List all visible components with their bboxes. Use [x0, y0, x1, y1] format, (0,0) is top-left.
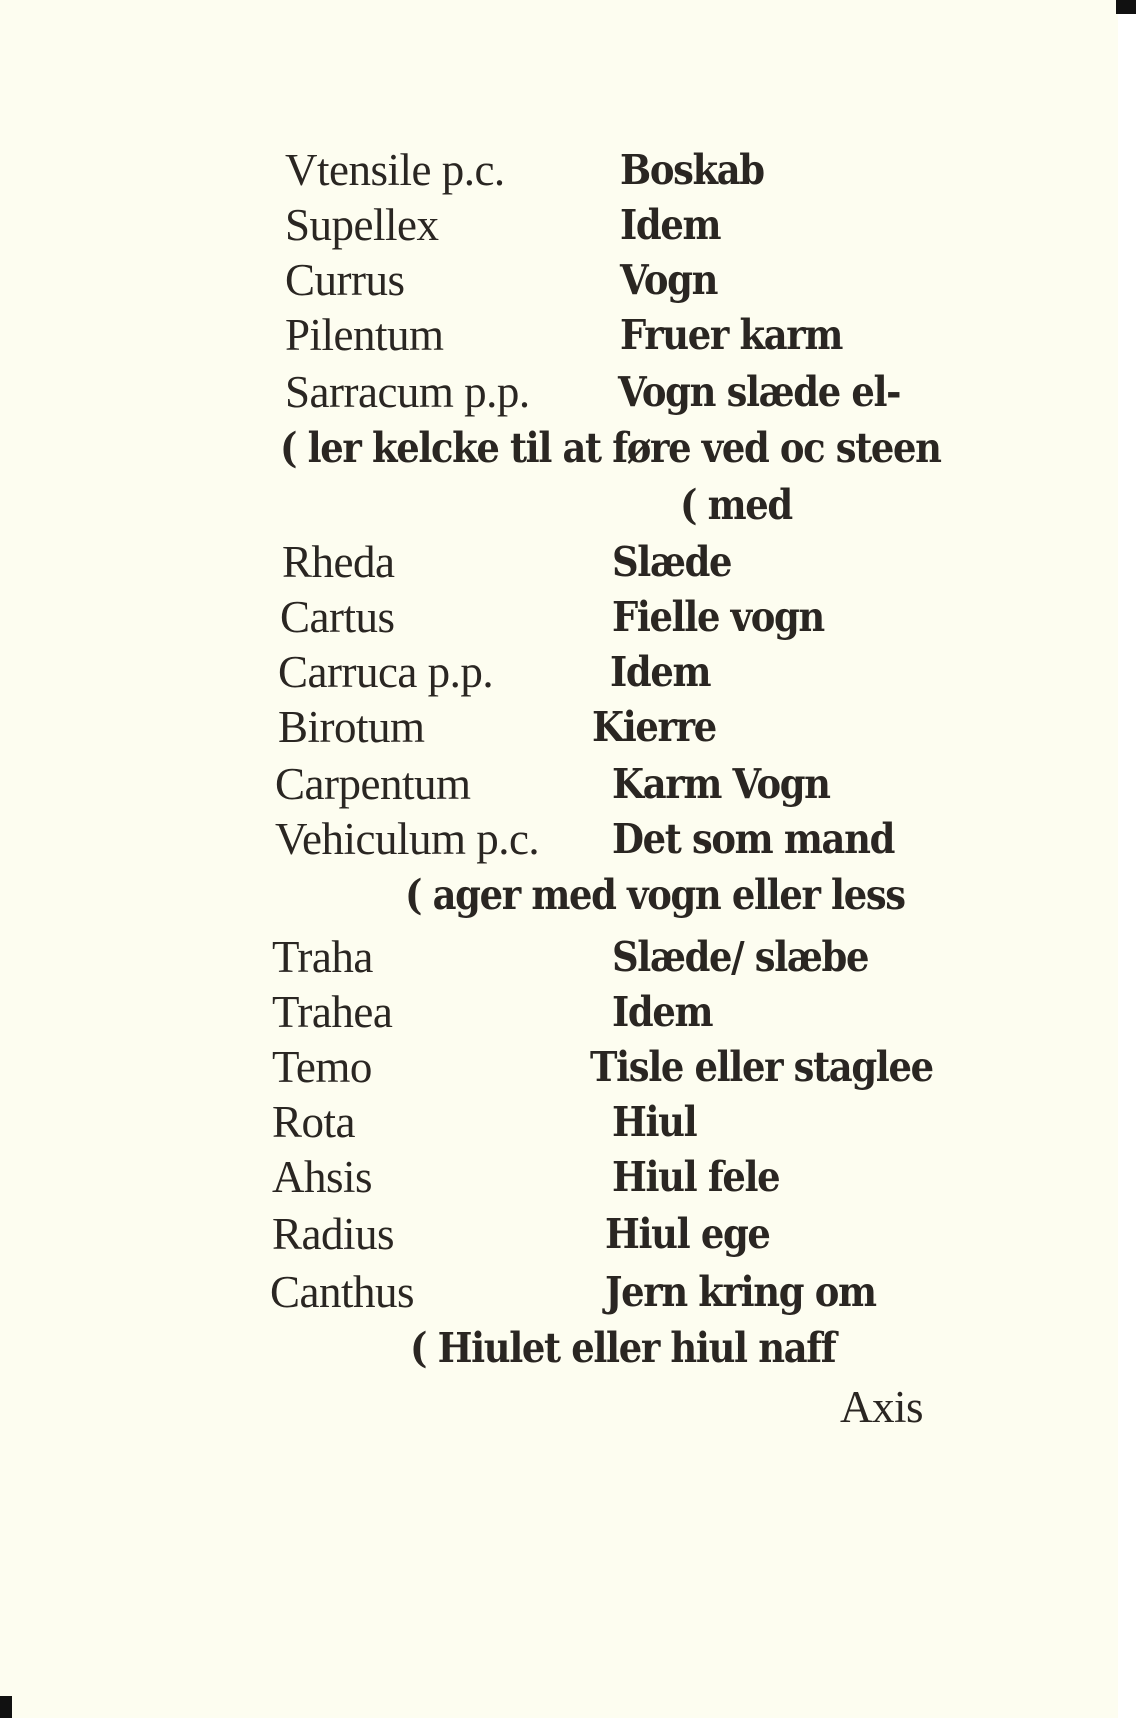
latin-term: Vehiculum p.c.: [275, 814, 540, 864]
danish-term: Tisle eller staglee: [590, 1043, 933, 1091]
latin-term: Carpentum: [275, 759, 471, 809]
latin-term: Sarracum p.p.: [285, 367, 530, 417]
danish-term: Jern kring om: [605, 1268, 876, 1316]
danish-term: Slæde/ slæbe: [612, 933, 869, 981]
danish-continuation: ( Hiulet eller hiul naff: [410, 1324, 836, 1372]
danish-term: Idem: [612, 988, 713, 1036]
danish-term: Slæde: [612, 538, 732, 586]
danish-term: Idem: [620, 201, 721, 249]
danish-term: Karm Vogn: [612, 760, 830, 808]
latin-term: Trahea: [272, 987, 393, 1037]
danish-term: Hiul: [612, 1098, 697, 1146]
danish-continuation: ( med: [680, 481, 792, 529]
latin-term: Vtensile p.c.: [285, 145, 505, 195]
latin-term: Rota: [272, 1097, 355, 1147]
latin-term: Carruca p.p.: [278, 647, 494, 697]
danish-term: Det som mand: [612, 815, 895, 863]
danish-term: Fielle vogn: [612, 593, 824, 641]
scan-mark: [0, 1696, 12, 1718]
danish-term: Fruer karm: [620, 311, 843, 359]
latin-term: Birotum: [278, 702, 425, 752]
latin-term: Ahsis: [272, 1152, 373, 1202]
danish-term: Hiul ege: [605, 1210, 770, 1258]
danish-term: Boskab: [620, 146, 764, 194]
latin-term: Temo: [272, 1042, 372, 1092]
latin-term: Rheda: [282, 537, 395, 587]
scan-mark: [1116, 0, 1136, 14]
latin-term: Canthus: [270, 1267, 415, 1317]
page-edge: [1118, 0, 1136, 1718]
catchword: Axis: [840, 1382, 924, 1432]
danish-term: Hiul fele: [612, 1153, 780, 1201]
latin-term: Cartus: [280, 592, 395, 642]
danish-term: Kierre: [592, 703, 716, 751]
danish-term: Idem: [610, 648, 711, 696]
latin-term: Supellex: [285, 200, 439, 250]
danish-continuation: ( ager med vogn eller less: [405, 871, 905, 919]
latin-term: Radius: [272, 1209, 395, 1259]
latin-term: Pilentum: [285, 310, 444, 360]
danish-term: Vogn: [620, 256, 718, 304]
latin-term: Traha: [272, 932, 373, 982]
danish-continuation: ( ler kelcke til at føre ved oc steen: [280, 424, 941, 472]
latin-term: Currus: [285, 255, 405, 305]
danish-term: Vogn slæde el-: [618, 368, 901, 416]
